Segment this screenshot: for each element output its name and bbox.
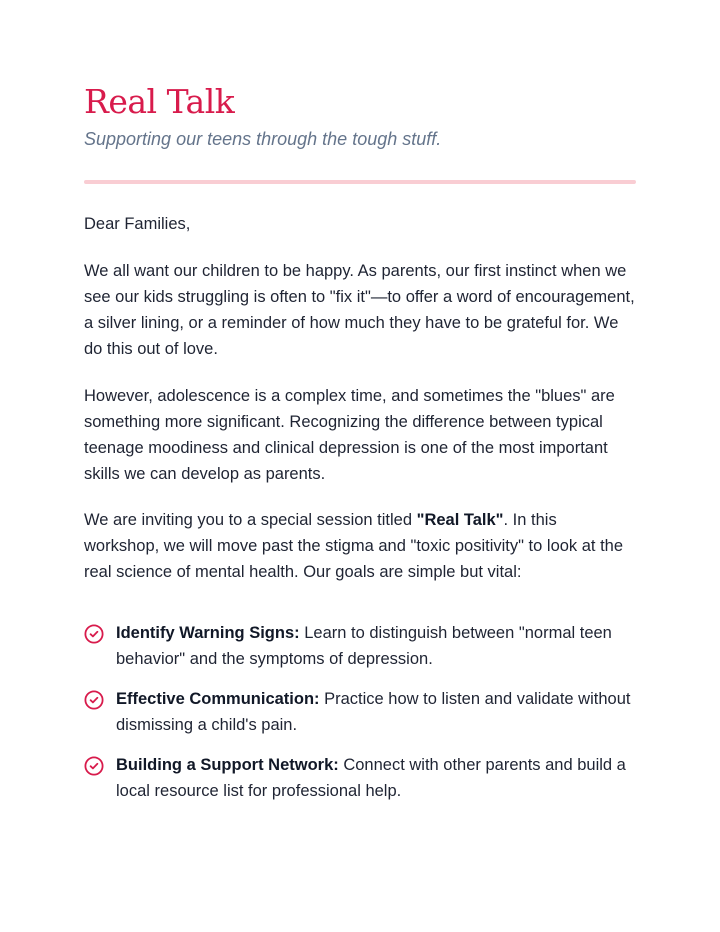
check-circle-icon [84,624,104,644]
page-title: Real Talk [84,82,235,121]
paragraph-3-intro: We are inviting you to a special session titled [84,511,417,529]
paragraph-3-rest: . In this workshop, we will move past the stigma and "toxic positivity" to look at the real science of mental health. Our goals are simple but vital: [84,511,624,581]
goal-text: Practice how to listen and validate without dismissing a child's pain. [116,690,631,734]
letter-paragraph-1: We all want our children to be happy. As parents, our first instinct when we see our kids struggling is often to "fix it"—to offer a word of encouragement, a silver lining, or a reminder of how much they have to be grateful for. We do this out of love. [84,262,635,358]
goal-item-support-network [84,752,636,804]
letter-paragraph-2: However, adolescence is a complex time, and sometimes the "blues" are something more significant. Recognizing the difference between typical teenage moodiness and clinical depression is one of the most important skills we can develop as parents. [84,387,615,483]
header-divider [84,180,636,184]
session-title-emphasis: "Real Talk" [416,511,504,529]
goal-title: Building a Support Network: [116,756,339,774]
goal-text: Connect with other parents and build a local resource list for professional help. [116,756,626,800]
goal-title: Identify Warning Signs: [116,624,300,642]
letter-greeting: Dear Families, [84,215,191,233]
goal-item-communication [84,686,636,738]
letter-paragraph-3 [84,507,636,585]
check-circle-icon [84,756,104,776]
goal-title: Effective Communication: [116,690,320,708]
goals-list [84,620,636,818]
page-subtitle: Supporting our teens through the tough stuff. [84,129,442,149]
goal-item-warning-signs [84,620,636,672]
check-circle-icon [84,690,104,710]
goal-text: Learn to distinguish between "normal teen behavior" and the symptoms of depression. [116,624,612,668]
